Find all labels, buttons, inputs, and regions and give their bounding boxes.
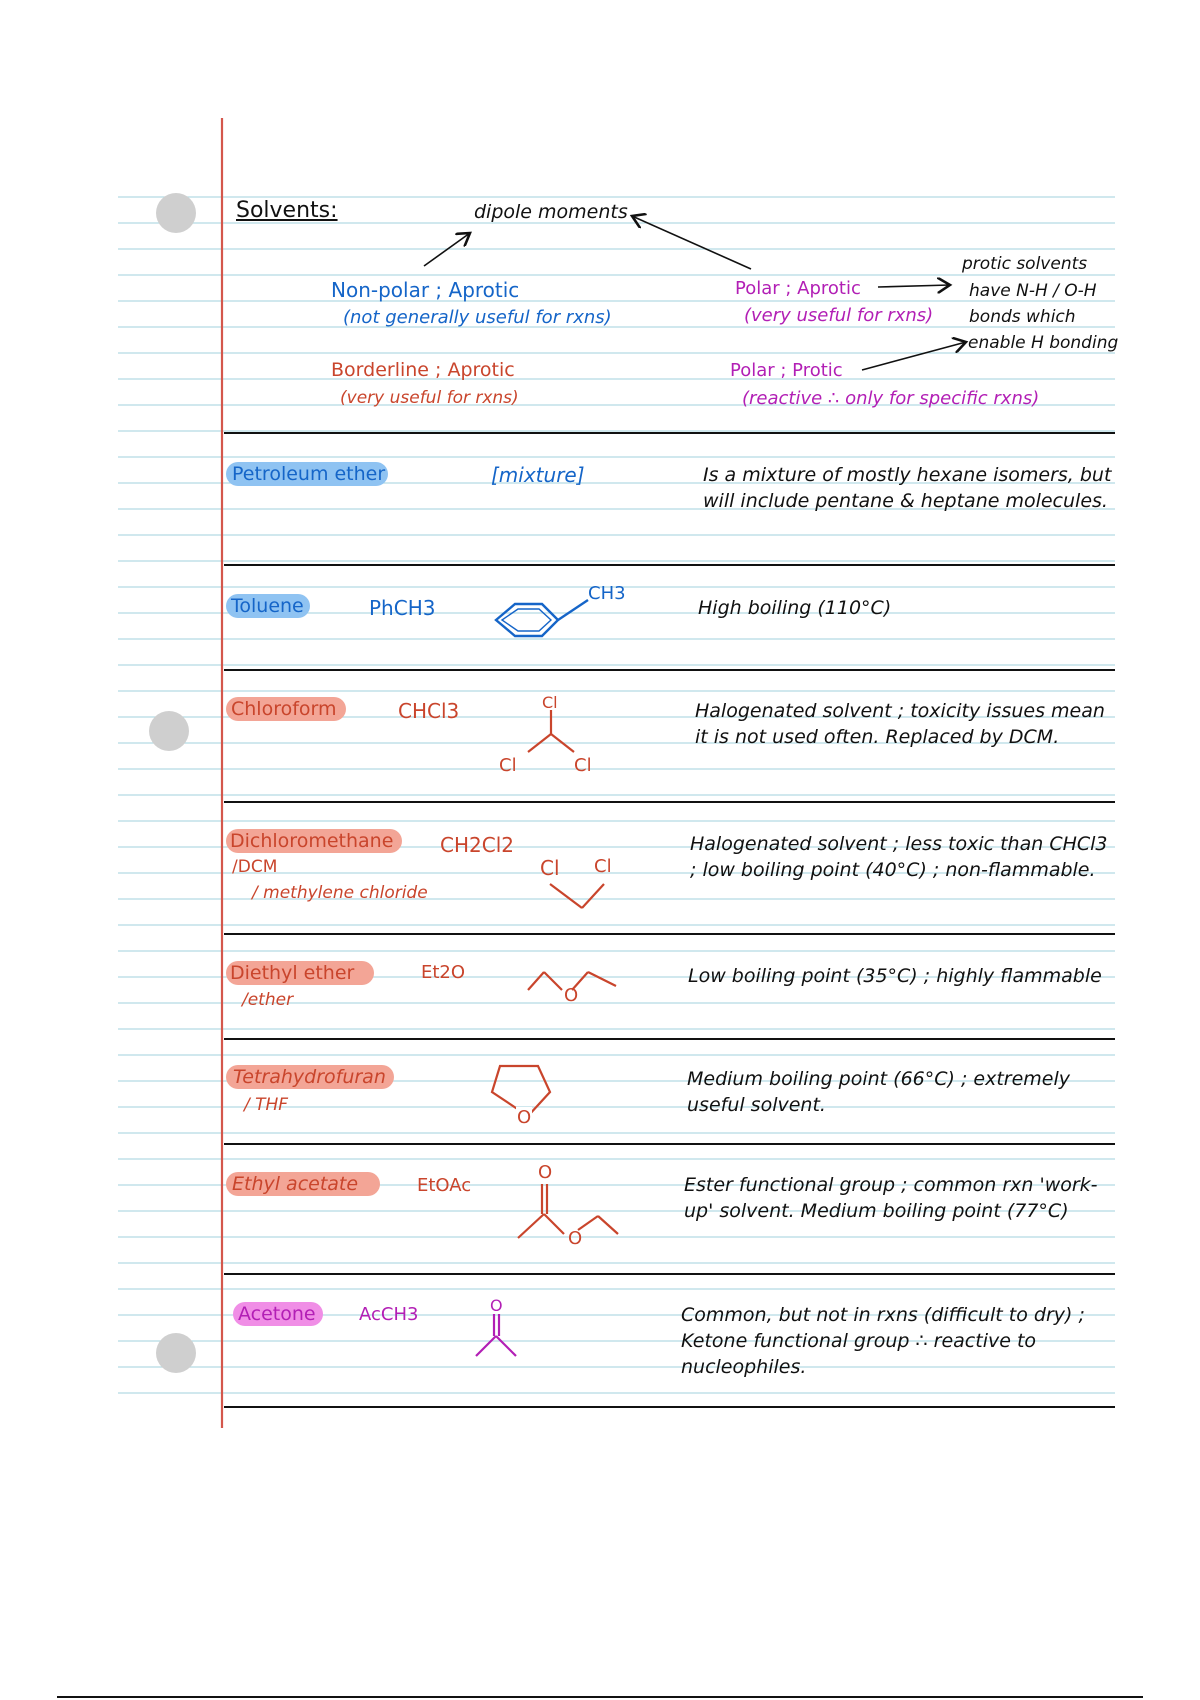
solvent-description: Halogenated solvent ; less toxic than CHCl3 ; low boiling point (40°C) ; non-flammable. [690, 833, 1108, 881]
dcm-cl-left: Cl [540, 856, 560, 880]
solvent-description: Ester functional group ; common rxn 'work-up' solvent. Medium boiling point (77°C) [684, 1174, 1098, 1222]
solvent-formula: CHCl3 [398, 699, 460, 723]
page-title: Solvents: [236, 198, 338, 223]
solvent-formula: PhCH3 [369, 596, 436, 620]
solvent-formula: [mixture] [491, 463, 585, 487]
dipole-moments-label: dipole moments [474, 201, 628, 223]
protic-note-line-3: bonds which [969, 307, 1076, 327]
solvent-formula: EtOAc [417, 1175, 472, 1196]
polar-protic-note: (reactive ∴ only for specific rxns) [742, 388, 1040, 409]
dcm-cl-right: Cl [594, 856, 612, 877]
solvent-name: Petroleum ether [232, 463, 386, 485]
chloroform-cl-top: Cl [542, 693, 558, 712]
arrow-protic-to-note [862, 342, 966, 370]
arrow-nonpolar-to-dipole [424, 233, 470, 266]
solvent-description: Medium boiling point (66°C) ; extremely useful solvent. [687, 1068, 1071, 1116]
solvent-alias: /DCM [232, 857, 278, 877]
nonpolar-aprotic-label: Non-polar ; Aprotic [331, 278, 520, 302]
acetone-o-label: O [490, 1296, 503, 1315]
solvent-formula: AcCH3 [359, 1304, 419, 1325]
punch-hole-middle [149, 711, 189, 751]
polar-aprotic-label: Polar ; Aprotic [735, 278, 861, 299]
solvent-name: Dichloromethane [230, 830, 394, 852]
polar-protic-label: Polar ; Protic [730, 360, 843, 381]
solvent-description: Low boiling point (35°C) ; highly flammable [688, 965, 1102, 987]
solvent-alias: /ether [242, 990, 294, 1010]
solvent-description: Common, but not in rxns (difficult to dry) ; Ketone functional group ∴ reactive to nucleophiles. [681, 1304, 1085, 1378]
page-bottom-rule [57, 1696, 1143, 1698]
solvent-name: Chloroform [231, 698, 337, 720]
nonpolar-aprotic-note: (not generally useful for rxns) [343, 307, 612, 328]
solvent-alias: / THF [244, 1095, 289, 1115]
solvent-alias: / methylene chloride [252, 883, 428, 903]
diethyl-ether-o-label: O [564, 985, 579, 1006]
punch-hole-bottom [156, 1333, 196, 1373]
arrow-polar-to-dipole [632, 216, 751, 269]
solvent-formula: CH2Cl2 [440, 833, 514, 857]
thf-o-label: O [517, 1107, 532, 1128]
borderline-aprotic-label: Borderline ; Aprotic [331, 359, 515, 381]
ethyl-acetate-ester-o: O [568, 1228, 583, 1249]
solvent-description: Is a mixture of mostly hexane isomers, but will include pentane & heptane molecules. [703, 464, 1112, 512]
protic-note-line-1: protic solvents [962, 254, 1088, 274]
solvent-name: Tetrahydrofuran [233, 1066, 386, 1088]
chloroform-cl-left: Cl [499, 755, 517, 776]
toluene-ch3-label: CH3 [588, 583, 626, 604]
solvent-formula: Et2O [421, 962, 466, 983]
ethyl-acetate-carbonyl-o: O [538, 1162, 553, 1183]
borderline-aprotic-note: (very useful for rxns) [340, 388, 519, 408]
solvent-name: Ethyl acetate [232, 1173, 359, 1195]
chloroform-cl-right: Cl [574, 755, 592, 776]
solvent-name: Diethyl ether [230, 962, 355, 984]
solvent-name: Acetone [238, 1303, 316, 1325]
header-arrows [0, 0, 1200, 420]
arrow-polar-aprotic-to-note [878, 285, 950, 287]
solvent-description: Halogenated solvent ; toxicity issues mean it is not used often. Replaced by DCM. [695, 700, 1105, 748]
protic-note-line-2: have N-H / O-H [969, 281, 1097, 301]
polar-aprotic-note: (very useful for rxns) [744, 305, 934, 326]
solvent-description: High boiling (110°C) [698, 597, 892, 619]
protic-note-line-4: enable H bonding [968, 333, 1119, 353]
solvent-name: Toluene [231, 595, 304, 617]
